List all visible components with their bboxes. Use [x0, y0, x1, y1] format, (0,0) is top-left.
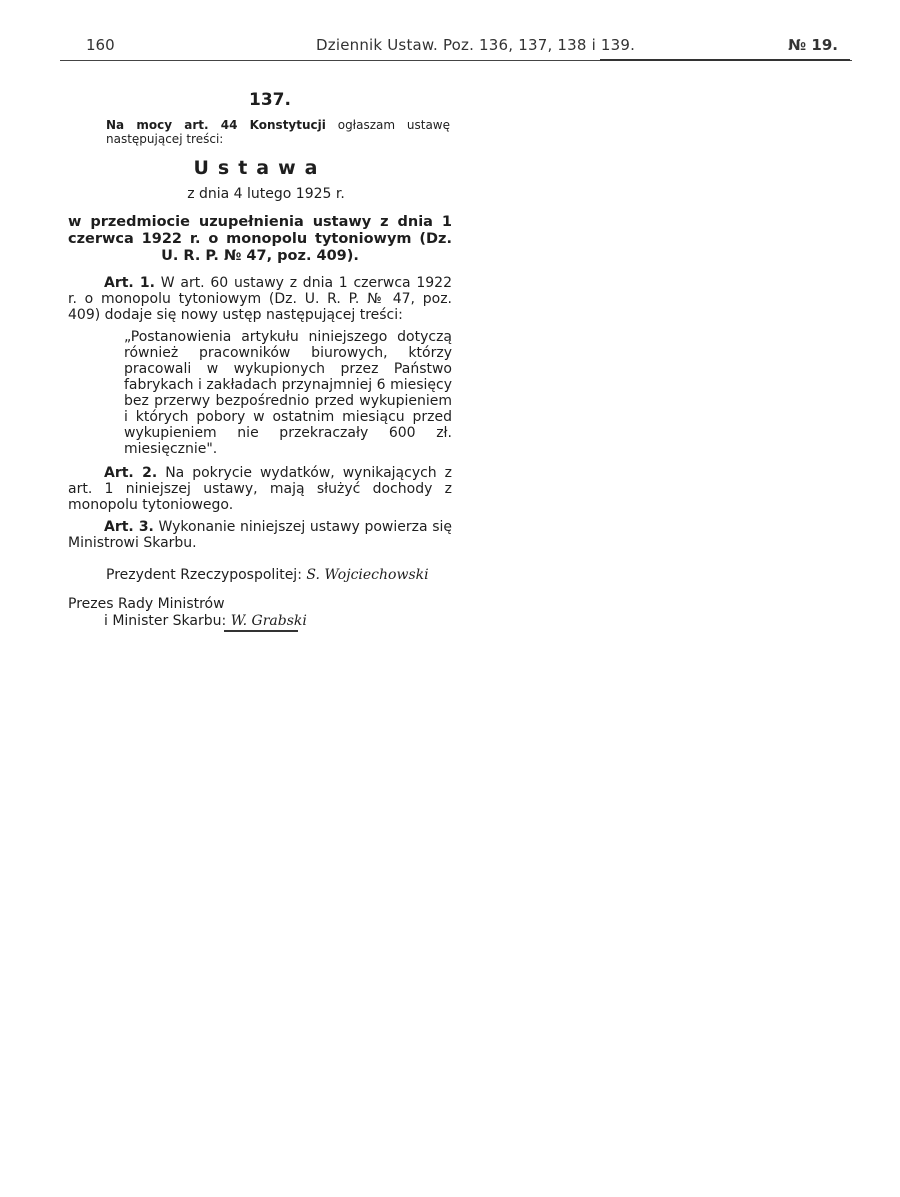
page-number: 160 [86, 36, 115, 54]
act-date: z dnia 4 lutego 1925 r. [187, 186, 345, 202]
prime-minister-name: W. Grabski [230, 613, 307, 629]
end-divider [224, 630, 298, 632]
article-1 [68, 275, 452, 323]
document-column [68, 92, 452, 630]
president-name: S. Wojciechowski [306, 567, 429, 583]
article-3-label: Art. 3. [104, 519, 154, 535]
article-1-label: Art. 1. [104, 275, 155, 291]
article-2-text: Na pokrycie wydatków, wynikających z art. 1 niniejszej ustawy, mają służyć dochody z monopolu tytoniowego. [68, 465, 452, 513]
issue-number: № 19. [788, 36, 838, 54]
president-label: Prezydent Rzeczypospolitej: [106, 567, 307, 583]
article-1-quote: „Postanowienia artykułu niniejszego dotyczą również pracowników biurowych, którzy pracowali w wykupionych przez Państwo fabrykach i zakładach przynajmniej 6 miesięcy bez przerwy bezpośrednio przed wykupieniem i których pobory w ostatnim miesiącu przed wykupieniem nie przekraczały 600 zł. miesięcznie". [124, 329, 452, 457]
journal-reference: Dziennik Ustaw. Poz. 136, 137, 138 i 139. [316, 36, 636, 54]
finance-minister-line [68, 613, 452, 630]
article-3 [68, 519, 452, 551]
preamble-lead: Na mocy art. 44 Konstytucji [106, 118, 326, 132]
act-title: Ustawa [193, 157, 327, 179]
article-3-text: Wykonanie niniejszej ustawy powierza się Ministrowi Skarbu. [68, 519, 452, 551]
page-header [60, 36, 852, 58]
article-1-text: W art. 60 ustawy z dnia 1 czerwca 1922 r. o monopolu tytoniowym (Dz. U. R. P. № 47, poz. 409) dodaje się nowy ustęp następującej treści: [68, 275, 452, 323]
article-2 [68, 465, 452, 513]
preamble [68, 118, 452, 146]
article-2-label: Art. 2. [104, 465, 158, 481]
act-subject: w przedmiocie uzupełnienia ustawy z dnia 1 czerwca 1922 r. o monopolu tytoniowym (Dz. U. R. P. № 47, poz. 409). [68, 214, 452, 264]
finance-minister-label: i Minister Skarbu: [104, 613, 231, 629]
header-divider-thick [600, 59, 850, 61]
prime-minister-title: Prezes Rady Ministrów [68, 596, 225, 612]
preamble-rest: ogłaszam ustawę następującej treści: [106, 118, 450, 146]
act-number: 137. [249, 90, 291, 110]
president-signature [68, 567, 452, 584]
prime-minister-signature [68, 596, 452, 630]
